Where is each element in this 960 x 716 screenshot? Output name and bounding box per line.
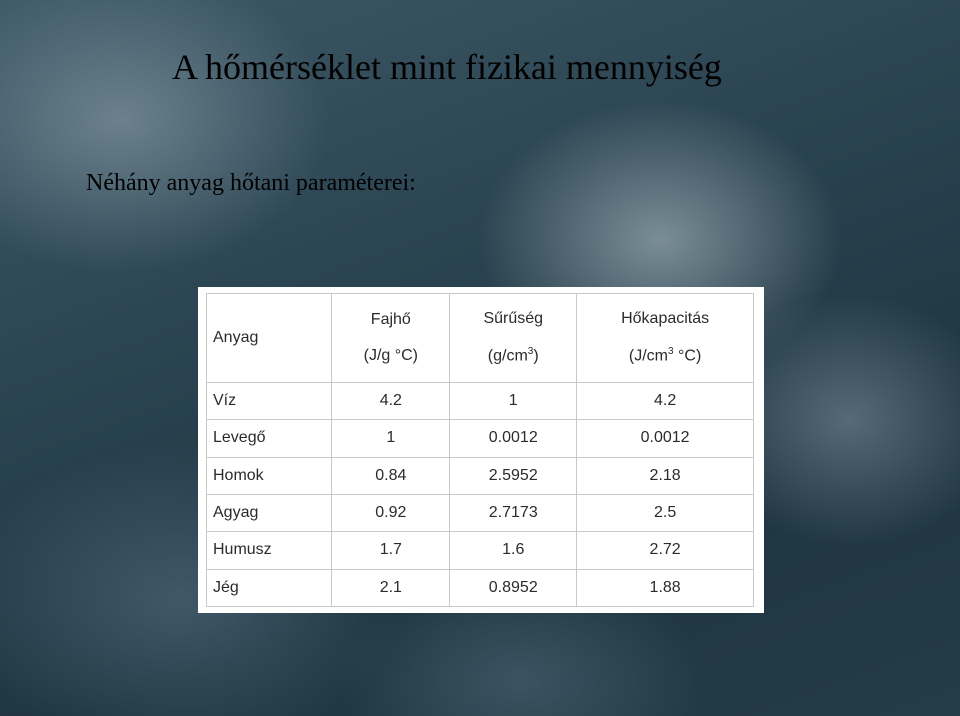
cell-substance: Levegő [207, 420, 332, 457]
thermal-parameters-table [206, 293, 754, 607]
table-row [207, 383, 754, 420]
table-row [207, 532, 754, 569]
cell-substance: Homok [207, 457, 332, 494]
table-header-row [207, 294, 754, 383]
cell-density: 0.8952 [450, 569, 577, 606]
table-row [207, 420, 754, 457]
header-substance: Anyag [207, 294, 332, 383]
cell-heat-capacity: 2.72 [577, 532, 754, 569]
cell-specific-heat: 4.2 [332, 383, 450, 420]
table-row [207, 494, 754, 531]
cell-heat-capacity: 1.88 [577, 569, 754, 606]
cell-specific-heat: 1.7 [332, 532, 450, 569]
cell-substance: Humusz [207, 532, 332, 569]
header-specific-heat: Fajhő (J/g °C) [332, 294, 450, 383]
header-density: Sűrűség $(g/cm^3)$ [450, 294, 577, 383]
cell-specific-heat: 0.84 [332, 457, 450, 494]
cell-density: 1 [450, 383, 577, 420]
cell-heat-capacity: 2.5 [577, 494, 754, 531]
table-row [207, 457, 754, 494]
table-row [207, 569, 754, 606]
cell-specific-heat: 2.1 [332, 569, 450, 606]
cell-density: 0.0012 [450, 420, 577, 457]
parameters-table-panel [198, 287, 764, 613]
cell-specific-heat: 0.92 [332, 494, 450, 531]
cell-substance: Agyag [207, 494, 332, 531]
cell-heat-capacity: 0.0012 [577, 420, 754, 457]
cell-density: 1.6 [450, 532, 577, 569]
cell-heat-capacity: 2.18 [577, 457, 754, 494]
header-heat-capacity: Hőkapacitás ($J/cm^3$ °C) [577, 294, 754, 383]
cell-density: 2.7173 [450, 494, 577, 531]
cell-density: 2.5952 [450, 457, 577, 494]
cell-substance: Jég [207, 569, 332, 606]
cell-specific-heat: 1 [332, 420, 450, 457]
slide-subtitle: Néhány anyag hőtani paraméterei: [86, 170, 416, 196]
slide-title: A hőmérséklet mint fizikai mennyiség [172, 47, 722, 87]
cell-substance: Víz [207, 383, 332, 420]
cell-heat-capacity: 4.2 [577, 383, 754, 420]
